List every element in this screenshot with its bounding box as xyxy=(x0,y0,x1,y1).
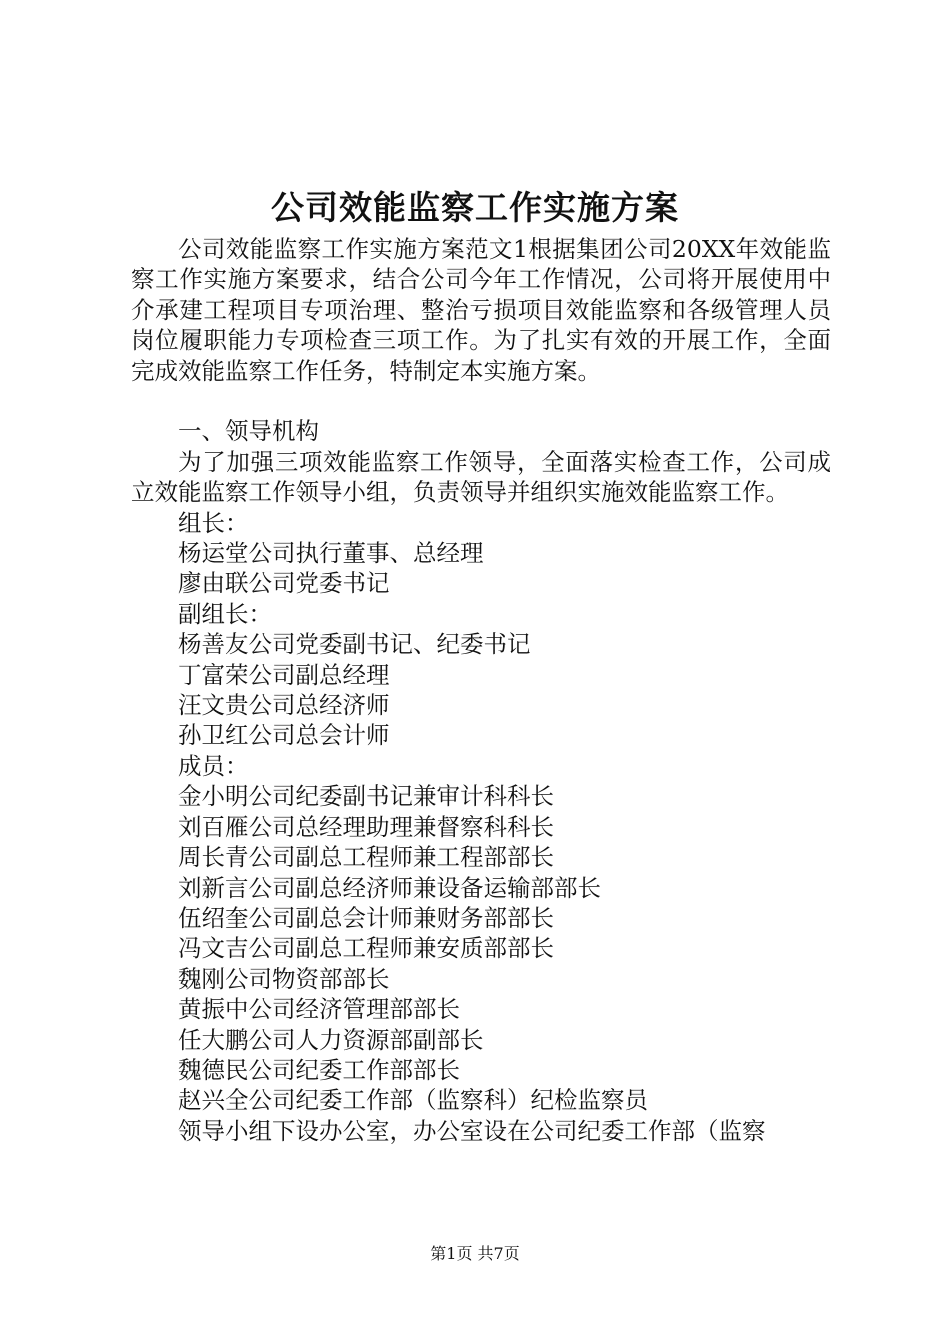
list-item-deputy: 孙卫红公司总会计师 xyxy=(178,721,390,750)
list-item-leader: 廖由联公司党委书记 xyxy=(178,569,390,598)
section-paragraph-leadership: 为了加强三项效能监察工作领导，全面落实检查工作，公司成立效能监察工作领导小组，负责领导并组织实施效能监察工作。 xyxy=(131,447,831,507)
list-item-member: 金小明公司纪委副书记兼审计科科长 xyxy=(178,782,554,811)
list-item-member: 伍绍奎公司副总会计师兼财务部部长 xyxy=(178,903,554,932)
list-item-deputy: 汪文贵公司总经济师 xyxy=(178,691,390,720)
member-label: 成员： xyxy=(178,751,249,780)
list-item-member: 刘新言公司副总经济师兼设备运输部部长 xyxy=(178,873,601,902)
list-item-member: 冯文吉公司副总工程师兼安质部部长 xyxy=(178,934,554,963)
list-item-member: 赵兴全公司纪委工作部（监察科）纪检监察员 xyxy=(178,1086,648,1115)
office-paragraph: 领导小组下设办公室，办公室设在公司纪委工作部（监察 xyxy=(178,1116,766,1145)
leader-label: 组长： xyxy=(178,508,249,537)
list-item-deputy: 丁富荣公司副总经理 xyxy=(178,660,390,689)
page-footer: 第1页 共7页 xyxy=(430,1244,520,1263)
list-item-member: 周长青公司副总工程师兼工程部部长 xyxy=(178,843,554,872)
intro-paragraph: 公司效能监察工作实施方案范文1根据集团公司20XX年效能监察工作实施方案要求，结合公司今年工作情况，公司将开展使用中介承建工程项目专项治理、整治亏损项目效能监察和各级管理人员岗位履职能力专项检查三项工作。为了扎实有效的开展工作，全面完成效能监察工作任务，特制定本实施方案。 xyxy=(131,235,831,385)
list-item-member: 魏德民公司纪委工作部部长 xyxy=(178,1055,460,1084)
list-item-member: 黄振中公司经济管理部部长 xyxy=(178,995,460,1024)
list-item-member: 魏刚公司物资部部长 xyxy=(178,964,390,993)
list-item-member: 刘百雁公司总经理助理兼督察科科长 xyxy=(178,812,554,841)
document-title: 公司效能监察工作实施方案 xyxy=(271,188,679,227)
document-body xyxy=(131,234,831,1146)
list-item-deputy: 杨善友公司党委副书记、纪委书记 xyxy=(178,630,531,659)
section-heading-leadership: 一、领导机构 xyxy=(178,417,319,446)
list-item-leader: 杨运堂公司执行董事、总经理 xyxy=(178,539,484,568)
deputy-label: 副组长： xyxy=(178,599,272,628)
list-item-member: 任大鹏公司人力资源部副部长 xyxy=(178,1025,484,1054)
